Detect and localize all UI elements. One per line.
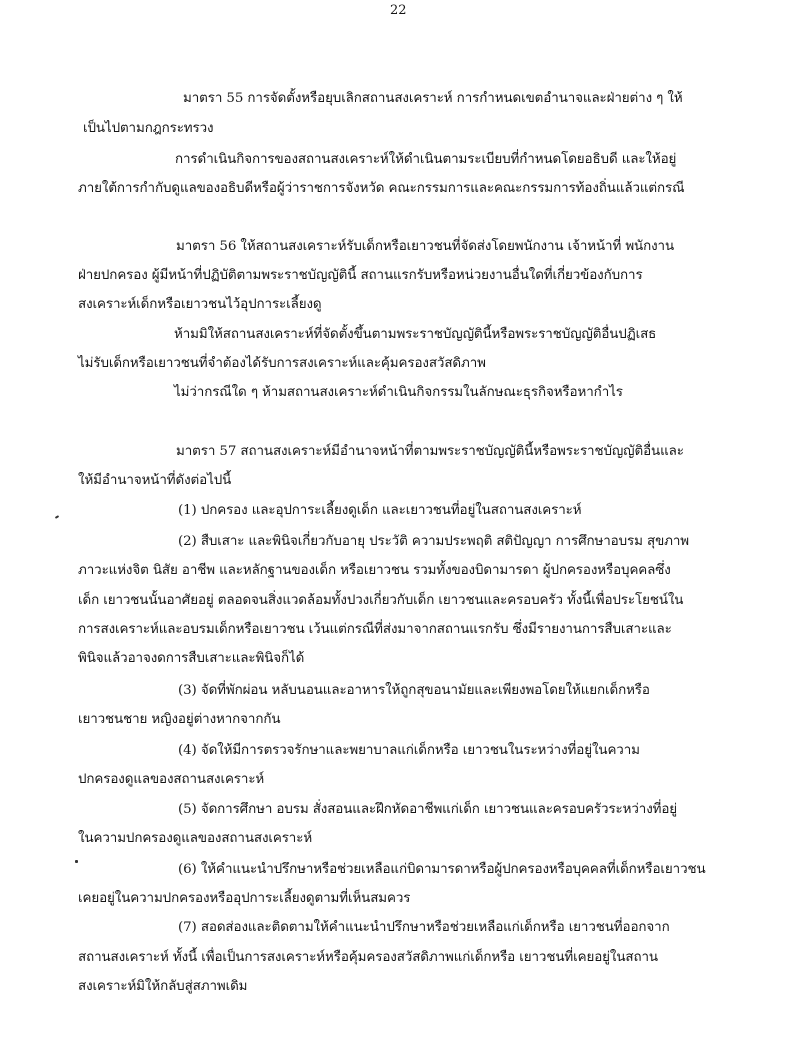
section-55-paragraph-line-2: ภายใต้การกำกับดูแลของอธิบดีหรือผู้ว่าราชการจังหวัด คณะกรรมการและคณะกรรมการท้องถิ่นแล้วแต่กรณี xyxy=(78,181,685,196)
section-56-line-6: ไม่ว่ากรณีใด ๆ ห้ามสถานสงเคราะห์ดำเนินกิจกรรมในลักษณะธุรกิจหรือหากำไร xyxy=(174,385,623,400)
section-57-line-2: ให้มีอำนาจหน้าที่ดังต่อไปนี้ xyxy=(78,473,232,488)
section-56-line-2: ฝ่ายปกครอง ผู้มีหน้าที่ปฏิบัติตามพระราชบัญญัตินี้ สถานแรกรับหรือหน่วยงานอื่นใดที่เกี่ยวข้องกับการ xyxy=(78,268,643,283)
section-57-item-2-line-1: (2) สืบเสาะ และพินิจเกี่ยวกับอายุ ประวัติ ความประพฤติ สติปัญญา การศึกษาอบรม สุขภาพ xyxy=(178,534,689,549)
scan-speck xyxy=(55,515,59,519)
section-57-item-6-line-2: เคยอยู่ในความปกครองหรืออุปการะเลี้ยงดูตามที่เห็นสมควร xyxy=(78,891,411,906)
section-57-item-1: (1) ปกครอง และอุปการะเลี้ยงดูเด็ก และเยาวชนที่อยู่ในสถานสงเคราะห์ xyxy=(178,503,582,518)
section-57-item-2-line-4: การสงเคราะห์และอบรมเด็กหรือเยาวชน เว้นแต่กรณีที่ส่งมาจากสถานแรกรับ ซึ่งมีรายงานการสืบเสาะและ xyxy=(78,622,672,637)
section-57-item-5-line-1: (5) จัดการศึกษา อบรม สั่งสอนและฝึกหัดอาชีพแก่เด็ก เยาวชนและครอบครัวระหว่างที่อยู่ xyxy=(178,802,678,817)
section-57-item-2-line-5: พินิจแล้วอาจงดการสืบเสาะและพินิจก็ได้ xyxy=(78,651,305,666)
section-57-item-2-line-3: เด็ก เยาวชนนั้นอาศัยอยู่ ตลอดจนสิ่งแวดล้อมทั้งปวงเกี่ยวกับเด็ก เยาวชนและครอบครัว ทั้งนี้เพื่อประโยชน์ใน xyxy=(78,593,684,608)
section-56-line-4: ห้ามมิให้สถานสงเคราะห์ที่จัดตั้งขึ้นตามพระราชบัญญัตินี้หรือพระราชบัญญัติอื่นปฏิเสธ xyxy=(174,327,657,342)
section-57-item-3-line-1: (3) จัดที่พักผ่อน หลับนอนและอาหารให้ถูกสุขอนามัยและเพียงพอโดยให้แยกเด็กหรือ xyxy=(178,683,650,698)
section-57-item-4-line-1: (4) จัดให้มีการตรวจรักษาและพยาบาลแก่เด็กหรือ เยาวชนในระหว่างที่อยู่ในความ xyxy=(178,743,640,758)
section-55-heading-line-2: เป็นไปตามกฎกระทรวง xyxy=(83,121,214,136)
section-57-item-4-line-2: ปกครองดูแลของสถานสงเคราะห์ xyxy=(78,772,265,787)
section-56-line-5: ไม่รับเด็กหรือเยาวชนที่จำต้องได้รับการสงเคราะห์และคุ้มครองสวัสดิภาพ xyxy=(78,356,486,371)
section-56-line-1: มาตรา 56 ให้สถานสงเคราะห์รับเด็กหรือเยาวชนที่จัดส่งโดยพนักงาน เจ้าหน้าที่ พนักงาน xyxy=(176,239,675,254)
section-57-item-6-line-1: (6) ให้คำแนะนำปรึกษาหรือช่วยเหลือแก่บิดามารดาหรือผู้ปกครองหรือบุคคลที่เด็กหรือเยาวชน xyxy=(178,862,706,877)
section-55-heading-line-1: มาตรา 55 การจัดตั้งหรือยุบเลิกสถานสงเคราะห์ การกำหนดเขตอำนาจและฝ่ายต่าง ๆ ให้ xyxy=(183,91,683,106)
page-number: 22 xyxy=(390,3,407,18)
section-57-item-7-line-2: สถานสงเคราะห์ ทั้งนี้ เพื่อเป็นการสงเคราะห์หรือคุ้มครองสวัสดิภาพแก่เด็กหรือ เยาวชนที่เคยอยู่ในสถาน xyxy=(78,950,658,965)
section-57-item-7-line-3: สงเคราะห์มิให้กลับสู่สภาพเดิม xyxy=(78,979,248,994)
section-55-paragraph-line-1: การดำเนินกิจการของสถานสงเคราะห์ให้ดำเนินตามระเบียบที่กำหนดโดยอธิบดี และให้อยู่ xyxy=(175,152,677,167)
section-57-item-7-line-1: (7) สอดส่องและติดตามให้คำแนะนำปรึกษาหรือช่วยเหลือแก่เด็กหรือ เยาวชนที่ออกจาก xyxy=(178,920,670,935)
section-57-item-3-line-2: เยาวชนชาย หญิงอยู่ต่างหากจากกัน xyxy=(78,712,281,727)
section-57-item-5-line-2: ในความปกครองดูแลของสถานสงเคราะห์ xyxy=(78,831,313,846)
section-57-line-1: มาตรา 57 สถานสงเคราะห์มีอำนาจหน้าที่ตามพระราชบัญญัตินี้หรือพระราชบัญญัติอื่นและ xyxy=(176,444,684,459)
section-56-line-3: สงเคราะห์เด็กหรือเยาวชนไว้อุปการะเลี้ยงดู xyxy=(78,297,322,312)
scan-speck xyxy=(75,860,78,863)
section-57-item-2-line-2: ภาวะแห่งจิต นิสัย อาชีพ และหลักฐานของเด็ก หรือเยาวชน รวมทั้งของบิดามารดา ผู้ปกครองหรือบุคคลซึ่ง xyxy=(78,563,671,578)
